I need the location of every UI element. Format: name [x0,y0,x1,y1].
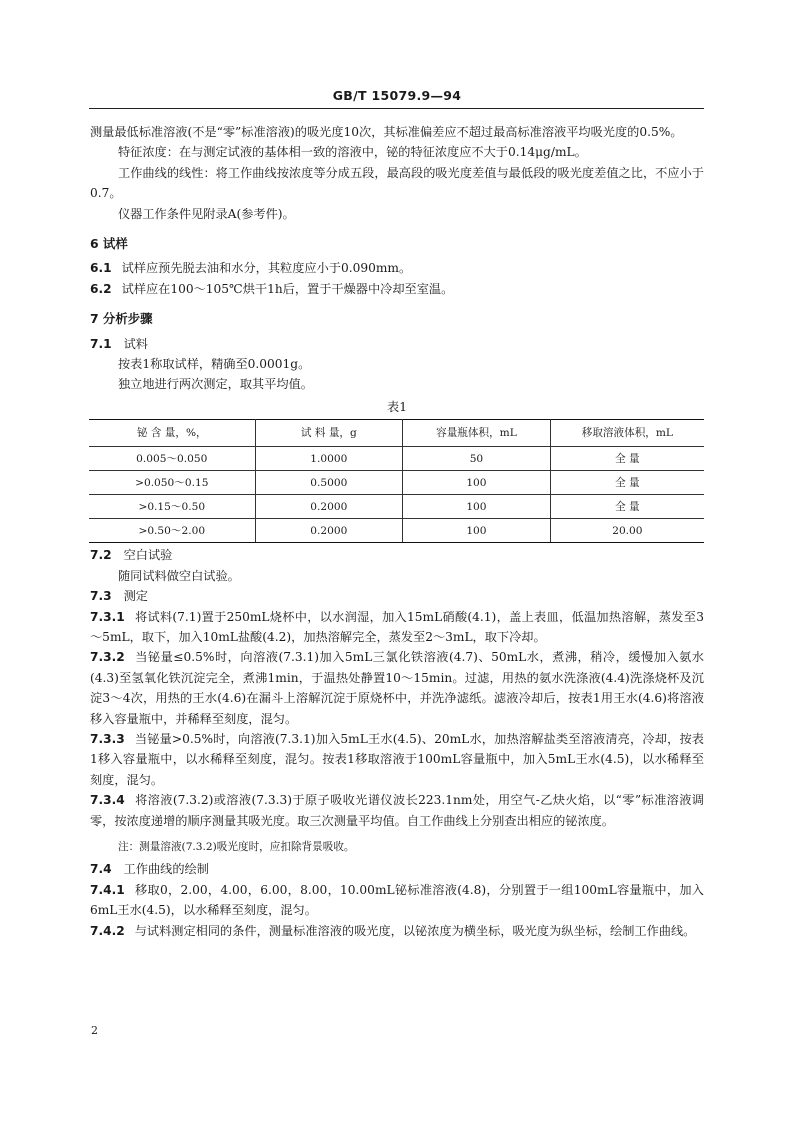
clause-7-3-4 [90,790,704,831]
section-7-heading: 7 分析步骤 [90,311,153,327]
clause-number: 6.1 [90,261,112,276]
clause-text: 当铋量≤0.5%时，向溶液(7.3.1)加入5mL三氯化铁溶液(4.7)、50mL水，煮沸，稍冷，缓慢加入氨水(4.3)至氢氧化铁沉淀完全，煮沸1min，于温热处静置10～15min。过滤，用热的氨水洗涤液(4.4)洗涤烧杯及沉淀3～4次，用热的王水(4.6)在漏斗上溶解沉淀于原烧杯中，并洗净滤纸。滤液冷却后，按表1用王水(4.6)将溶液移入容量瓶中，并稀释至刻度，混匀。 [90,650,704,726]
clause-text: 将溶液(7.3.2)或溶液(7.3.3)于原子吸收光谱仪波长223.1nm处，用空气-乙炔火焰，以“零”标准溶液调零，按浓度递增的顺序测量其吸光度。取三次测量平均值。自工作曲线上分别查出相应的铋浓度。 [90,793,704,828]
table-header-cell: 铋 含 量，%， [89,420,255,447]
clause-7-1-heading [90,334,704,354]
clause-title: 测定 [123,589,148,604]
table-cell: >0.50～2.00 [89,519,255,543]
table-cell: 1.0000 [255,447,403,471]
clause-number: 7.3.3 [90,731,125,746]
intro-paragraph: 特征浓度：在与测定试液的基体相一致的溶液中，铋的特征浓度应不大于0.14μg/mL。 [118,145,587,160]
clause-number: 7.4 [90,862,112,877]
table-cell: 全 量 [550,447,704,471]
clause-text: 将试料(7.1)置于250mL烧杯中，以水润湿，加入15mL硝酸(4.1)，盖上表皿，低温加热溶解，蒸发至3～5mL，取下，加入10mL盐酸(4.2)，加热溶解完全，蒸发至2～3mL，取下冷却。 [90,609,704,644]
page-content [90,122,704,941]
clause-7-4-heading [90,859,704,879]
clause-7-1-line: 按表1称取试样，精确至0.0001g。 [118,357,311,372]
clause-7-2-heading [90,545,704,565]
intro-paragraph: 测量最低标准溶液(不是“零”标准溶液)的吸光度10次，其标准偏差应不超过最高标准溶液平均吸光度的0.5%。 [90,125,683,139]
clause-6-1 [90,258,704,278]
table-row [89,495,704,519]
sample-mass-table [89,419,704,543]
clause-number: 7.3.2 [90,650,125,665]
table-cell: >0.050～0.15 [89,471,255,495]
header-rule [89,108,704,109]
table-cell: 20.00 [550,519,704,543]
table-header-row [89,420,704,447]
clause-7-4-1 [90,880,704,921]
measurement-note: 注：测量溶液(7.3.2)吸光度时，应扣除背景吸收。 [118,840,355,853]
table-cell: 0.005～0.050 [89,447,255,471]
intro-paragraph: 工作曲线的线性：将工作曲线按浓度等分成五段，最高段的吸光度差值与最低段的吸光度差值之比，不应小于0.7。 [90,165,704,201]
table-cell: 全 量 [550,495,704,519]
table-header-cell: 试 料 量，g [255,420,403,447]
table-caption: 表1 [387,399,407,414]
clause-number: 7.3 [90,589,112,604]
clause-text: 与试料测定相同的条件，测量标准溶液的吸光度，以铋浓度为横坐标，吸光度为纵坐标，绘制工作曲线。 [134,923,696,938]
clause-7-3-3 [90,729,704,790]
clause-number: 7.3.4 [90,793,125,808]
clause-text: 试样应在100～105℃烘干1h后，置于干燥器中冷却至室温。 [121,281,454,296]
standard-code-header: GB/T 15079.9—94 [332,88,462,103]
table-header-cell: 容量瓶体积，mL [403,420,551,447]
clause-text: 当铋量>0.5%时，向溶液(7.3.1)加入5mL王水(4.5)、20mL水，加热溶解盐类至溶液清亮，冷却，按表1移入容量瓶中，以水稀释至刻度，混匀。按表1移取溶液于100mL容量瓶中，加入5mL王水(4.5)，以水稀释至刻度，混匀。 [90,731,704,787]
table-cell: >0.15～0.50 [89,495,255,519]
table-cell: 100 [403,519,551,543]
table-cell: 50 [403,447,551,471]
clause-6-2 [90,279,704,299]
clause-number: 7.2 [90,548,112,563]
clause-7-1-line: 独立地进行两次测定，取其平均值。 [118,377,313,392]
clause-7-2-line: 随同试料做空白试验。 [118,568,240,583]
table-header-cell: 移取溶液体积，mL [550,420,704,447]
clause-title: 工作曲线的绘制 [123,862,209,877]
table-row [89,447,704,471]
table-cell: 100 [403,471,551,495]
table-cell: 0.2000 [255,495,403,519]
clause-text: 试样应预先脱去油和水分，其粒度应小于0.090mm。 [121,261,412,276]
intro-paragraph: 仪器工作条件见附录A(参考件)。 [118,206,295,221]
table-cell: 0.5000 [255,471,403,495]
clause-7-3-heading [90,586,704,606]
clause-number: 7.4.1 [90,882,125,897]
clause-text: 移取0，2.00，4.00，6.00，8.00，10.00mL铋标准溶液(4.8)，分别置于一组100mL容量瓶中，加入6mL王水(4.5)，以水稀释至刻度，混匀。 [90,882,704,918]
clause-number: 7.4.2 [90,923,125,938]
clause-title: 空白试验 [123,548,173,563]
clause-7-4-2 [90,921,704,941]
clause-number: 7.1 [90,336,112,351]
table-row [89,471,704,495]
page-number: 2 [91,1024,98,1037]
table-row [89,519,704,543]
table-cell: 0.2000 [255,519,403,543]
clause-title: 试料 [123,336,148,351]
section-6-heading: 6 试样 [90,236,128,252]
clause-number: 7.3.1 [90,609,125,624]
table-cell: 100 [403,495,551,519]
clause-7-3-1 [90,607,704,648]
table-cell: 全 量 [550,471,704,495]
clause-7-3-2 [90,647,704,729]
clause-number: 6.2 [90,281,112,296]
